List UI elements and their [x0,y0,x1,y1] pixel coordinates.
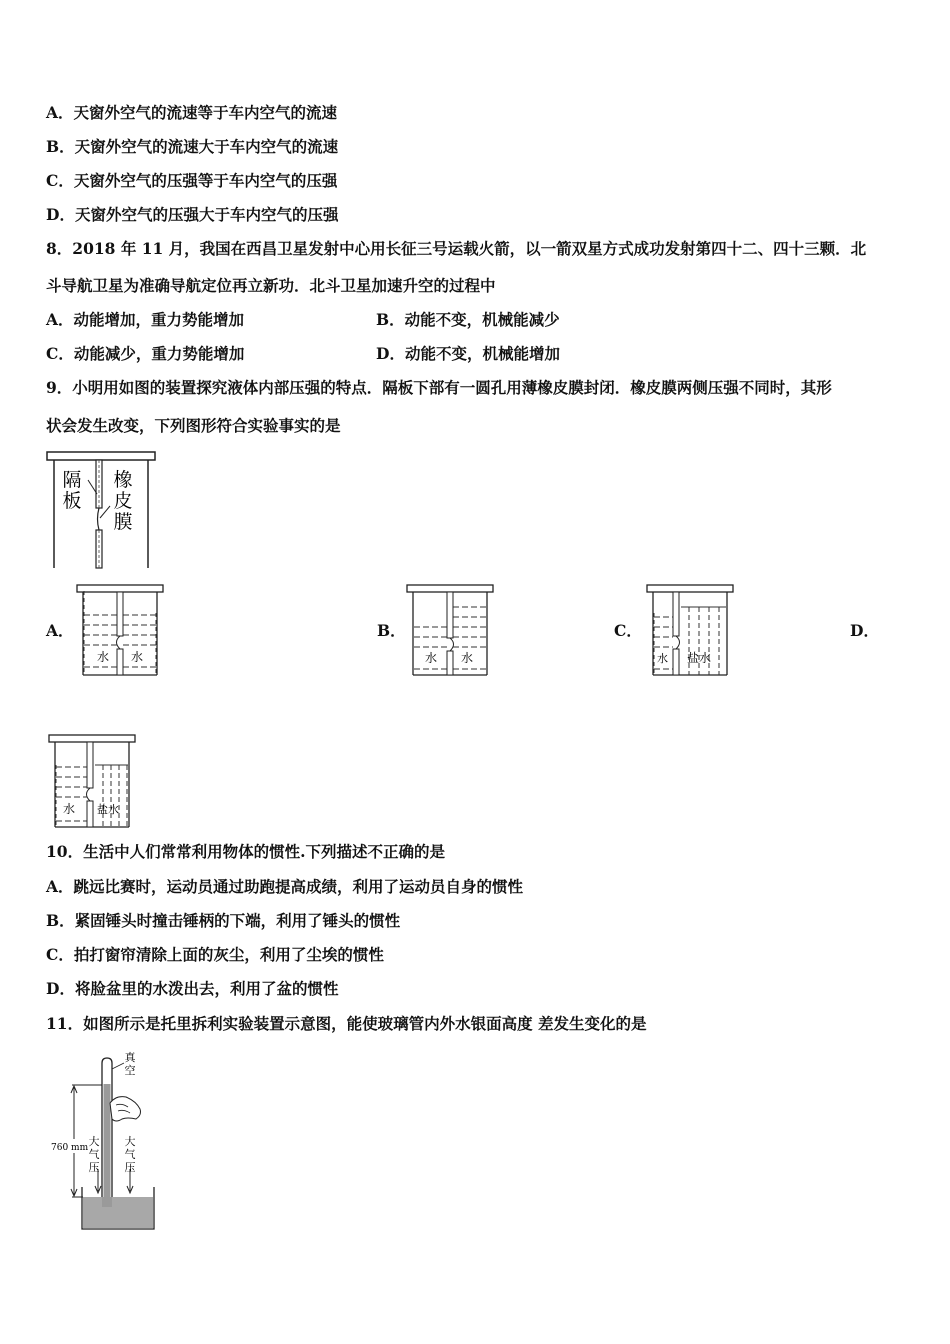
q9-stem-line1: 9．小明用如图的装置探究液体内部压强的特点．隔板下部有一圆孔用薄橡皮膜封闭．橡皮膜两侧压强不同时，其形 [46,378,832,397]
q8-stem-line2: 斗导航卫星为准确导航定位再立新功．北斗卫星加速升空的过程中 [46,276,496,295]
q9-b-liquid-left: 水 [425,651,438,665]
q9-option-label-a: A． [46,621,74,640]
q7-option-b: B．天窗外空气的流速大于车内空气的流速 [46,137,339,156]
q9-option-c-figure [645,583,737,678]
q9-c-liquid-left: 水 [657,652,668,665]
q8-stem-line1: 8．2018 年 11 月，我国在西昌卫星发射中心用长征三号运载火箭，以一箭双星方式成功发射第四十二、四十三颗．北 [46,239,867,258]
q9-option-b-figure [405,583,497,678]
q11-label-height: 760 mm [51,1143,89,1153]
q9-d-liquid-left: 水 [63,802,76,816]
q9-apparatus-figure [44,450,159,570]
q7-option-a: A．天窗外空气的流速等于车内空气的流速 [46,103,338,122]
q9-stem-line2: 状会发生改变，下列图形符合实验事实的是 [46,416,341,435]
q9-label-partition: 隔板 [62,469,82,512]
q9-option-label-d: D． [850,621,879,640]
q11-label-atm-right: 大气压 [124,1135,136,1174]
q11-label-vacuum: 真空 [124,1051,136,1077]
q8-option-a: A．动能增加，重力势能增加 [46,310,245,329]
q7-option-d: D．天窗外空气的压强大于车内空气的压强 [46,205,339,224]
q8-option-c: C．动能减少，重力势能增加 [46,344,245,363]
q11-stem: 11．如图所示是托里拆利实验装置示意图，能使玻璃管内外水银面高度 差发生变化的是 [46,1014,647,1033]
q11-torricelli-figure [50,1051,170,1232]
q8-option-b: B．动能不变，机械能减少 [376,310,560,329]
q11-label-atm-left: 大气压 [88,1135,100,1174]
q9-option-label-c: C． [614,621,642,640]
q9-label-membrane: 橡皮膜 [113,469,133,533]
q9-option-a-figure [75,583,167,678]
q10-option-b: B．紧固锤头时撞击锤柄的下端，利用了锤头的惯性 [46,911,401,930]
q9-option-d-figure [47,733,139,831]
q10-option-a: A．跳远比赛时，运动员通过助跑提高成绩，利用了运动员自身的惯性 [46,877,524,896]
q10-option-c: C．拍打窗帘清除上面的灰尘，利用了尘埃的惯性 [46,945,384,964]
q9-c-liquid-right: 盐水 [687,651,712,665]
q9-b-liquid-right: 水 [461,651,474,665]
q10-option-d: D．将脸盆里的水泼出去，利用了盆的惯性 [46,979,339,998]
q10-stem: 10．生活中人们常常利用物体的惯性.下列描述不正确的是 [46,842,445,861]
q7-option-c: C．天窗外空气的压强等于车内空气的压强 [46,171,338,190]
q9-a-liquid-left: 水 [97,650,110,664]
q9-d-liquid-right: 盐水 [97,803,119,816]
q9-option-label-b: B． [377,621,406,640]
q8-option-d: D．动能不变，机械能增加 [376,344,560,363]
q9-a-liquid-right: 水 [131,650,144,664]
